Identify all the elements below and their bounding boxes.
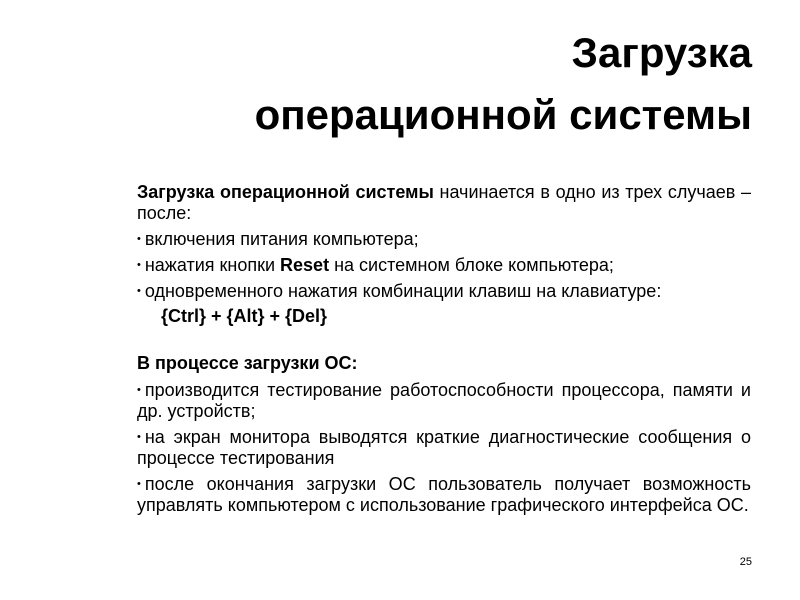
bullet-item-power-on — [137, 229, 751, 250]
bullet-icon: • — [137, 478, 141, 490]
bullet-icon: • — [137, 285, 141, 297]
bullet-item-diagnostics — [137, 427, 751, 469]
bullet-icon: • — [137, 259, 141, 271]
bullet-bold-text: Reset — [280, 255, 330, 275]
bullet-icon: • — [137, 431, 141, 443]
bullet-text: нажатия кнопки — [144, 255, 281, 275]
intro-bold-text: Загрузка операционной системы — [137, 182, 434, 202]
slide-title-line-2: операционной системы — [254, 91, 752, 138]
bullet-text: на экран монитора выводятся краткие диагностические сообщения о процессе тестирования — [137, 427, 751, 468]
slide-title-line-1: Загрузка — [571, 29, 752, 76]
bullet-text: одновременного нажатия комбинации клавиш на клавиатуре: — [144, 281, 662, 301]
bullet-text: после окончания загрузки ОС пользователь получает возможность управлять компьютером с использование графического интерфейса ОС. — [137, 474, 751, 515]
process-heading: В процессе загрузки ОС: — [137, 353, 358, 373]
bullet-text-end: на системном блоке компьютера; — [329, 255, 614, 275]
bullet-item-gui — [137, 474, 751, 516]
slide-body — [137, 182, 751, 521]
bullet-item-reset — [137, 255, 751, 276]
bullet-icon: • — [137, 384, 141, 396]
intro-text: начинается в одно из трех случаев – после: — [137, 182, 752, 223]
key-combination: {Ctrl} + {Alt} + {Del} — [161, 306, 328, 326]
intro-paragraph — [137, 182, 751, 224]
bullet-item-testing — [137, 380, 751, 422]
slide-title — [132, 22, 752, 146]
bullet-text: производится тестирование работоспособности процессора, памяти и др. устройств; — [137, 380, 751, 421]
bullet-icon: • — [137, 233, 141, 245]
page-number: 25 — [739, 556, 752, 568]
bullet-item-key-combo — [137, 281, 751, 302]
bullet-text: включения питания компьютера; — [144, 229, 419, 249]
